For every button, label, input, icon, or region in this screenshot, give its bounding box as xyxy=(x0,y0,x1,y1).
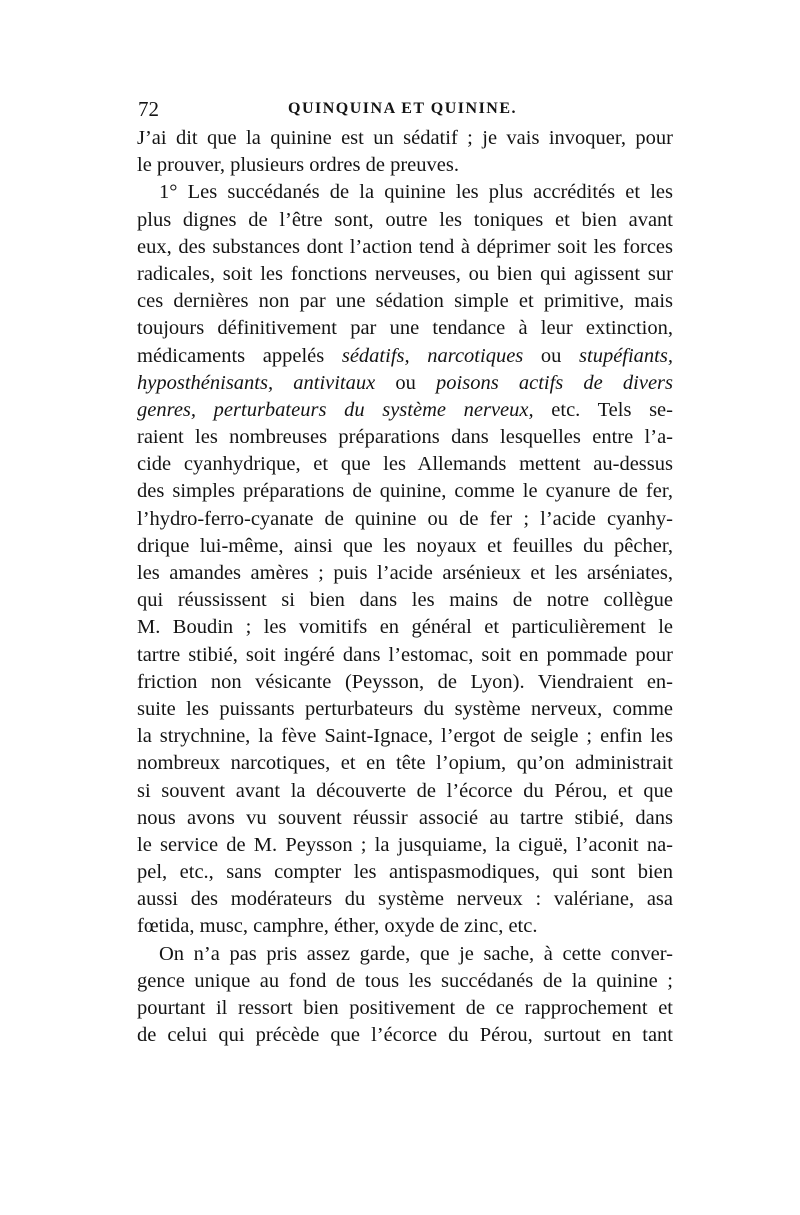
text-line: raient les nombreuses préparations dans lesquelles entre l’a- xyxy=(137,426,673,449)
text-line: On n’a pas pris assez garde, que je sache, à cette conver- xyxy=(159,942,673,965)
text-line: cide cyanhydrique, et que les Allemands mettent au-dessus xyxy=(137,453,673,476)
text-line: toujours définitivement par une tendance à leur extinction, xyxy=(137,317,673,340)
text-line xyxy=(137,343,673,370)
text-line: friction non vésicante (Peysson, de Lyon). Viendraient en- xyxy=(137,670,673,693)
text-line: plus dignes de l’être sont, outre les toniques et bien avant xyxy=(137,208,673,231)
italic-run: genres, perturbateurs du système nerveux, xyxy=(137,398,534,421)
text-line xyxy=(137,370,673,397)
text-line: qui réussissent si bien dans les mains de notre collègue xyxy=(137,589,673,612)
text-line: J’ai dit que la quinine est un sédatif ; je vais invoquer, pour xyxy=(137,127,673,149)
text-line: si souvent avant la découverte de l’écorce du Pérou, et que xyxy=(137,779,673,802)
text-line: la strychnine, la fève Saint-Ignace, l’ergot de seigle ; enfin les xyxy=(137,725,673,748)
text-line: radicales, soit les fonctions nerveuses, ou bien qui agissent sur xyxy=(137,262,673,285)
text-line: M. Boudin ; les vomitifs en général et particulièrement le xyxy=(137,616,673,639)
italic-run: stupéfiants, xyxy=(579,344,673,367)
body-text xyxy=(137,125,673,1049)
text-run: ou xyxy=(523,344,580,367)
text-line: tartre stibié, soit ingéré dans l’estomac, soit en pommade pour xyxy=(137,643,673,666)
text-line: ces dernières non par une sédation simple et primitive, mais xyxy=(137,290,673,313)
text-line: les amandes amères ; puis l’acide arsénieux et les arséniates, xyxy=(137,562,673,584)
text-line: pourtant il ressort bien positivement de ce rapprochement et xyxy=(137,997,673,1019)
italic-run: hyposthénisants, antivitaux xyxy=(137,371,376,394)
running-title: QUINQUINA ET QUININE. xyxy=(288,100,518,117)
text-line: gence unique au fond de tous les succédanés de la quinine ; xyxy=(137,969,673,992)
text-line: 1° Les succédanés de la quinine les plus accrédités et les xyxy=(159,181,673,204)
text-run: médicaments appelés xyxy=(137,344,342,367)
italic-run: sédatifs, narcotiques xyxy=(341,344,524,367)
text-line: nombreux narcotiques, et en tête l’opium, qu’on administrait xyxy=(137,752,673,775)
running-head xyxy=(138,96,673,122)
text-line: suite les puissants perturbateurs du système nerveux, comme xyxy=(137,697,673,720)
text-line: fœtida, musc, camphre, éther, oxyde de zinc, etc. xyxy=(137,915,538,938)
text-line: l’hydro-ferro-cyanate de quinine ou de fer ; l’acide cyanhy- xyxy=(137,507,673,530)
text-line: de celui qui précède que l’écorce du Pérou, surtout en tant xyxy=(137,1024,673,1047)
page-number: 72 xyxy=(138,97,159,121)
text-line: le prouver, plusieurs ordres de preuves. xyxy=(137,154,459,177)
text-line: aussi des modérateurs du système nerveux : valériane, asa xyxy=(137,888,673,911)
text-line: le service de M. Peysson ; la jusquiame, la ciguë, l’aconit na- xyxy=(137,833,673,856)
text-line: des simples préparations de quinine, comme le cyanure de fer, xyxy=(137,480,673,503)
text-line: eux, des substances dont l’action tend à déprimer soit les forces xyxy=(137,235,673,258)
italic-run: poisons actifs de divers xyxy=(436,371,674,394)
text-run: ou xyxy=(375,371,437,394)
text-run: etc. Tels se- xyxy=(533,398,673,421)
text-line: drique lui-même, ainsi que les noyaux et feuilles du pêcher, xyxy=(137,534,673,557)
text-line: nous avons vu souvent réussir associé au tartre stibié, dans xyxy=(137,806,673,829)
text-line xyxy=(137,397,673,424)
text-line: pel, etc., sans compter les antispasmodiques, qui sont bien xyxy=(137,861,673,884)
